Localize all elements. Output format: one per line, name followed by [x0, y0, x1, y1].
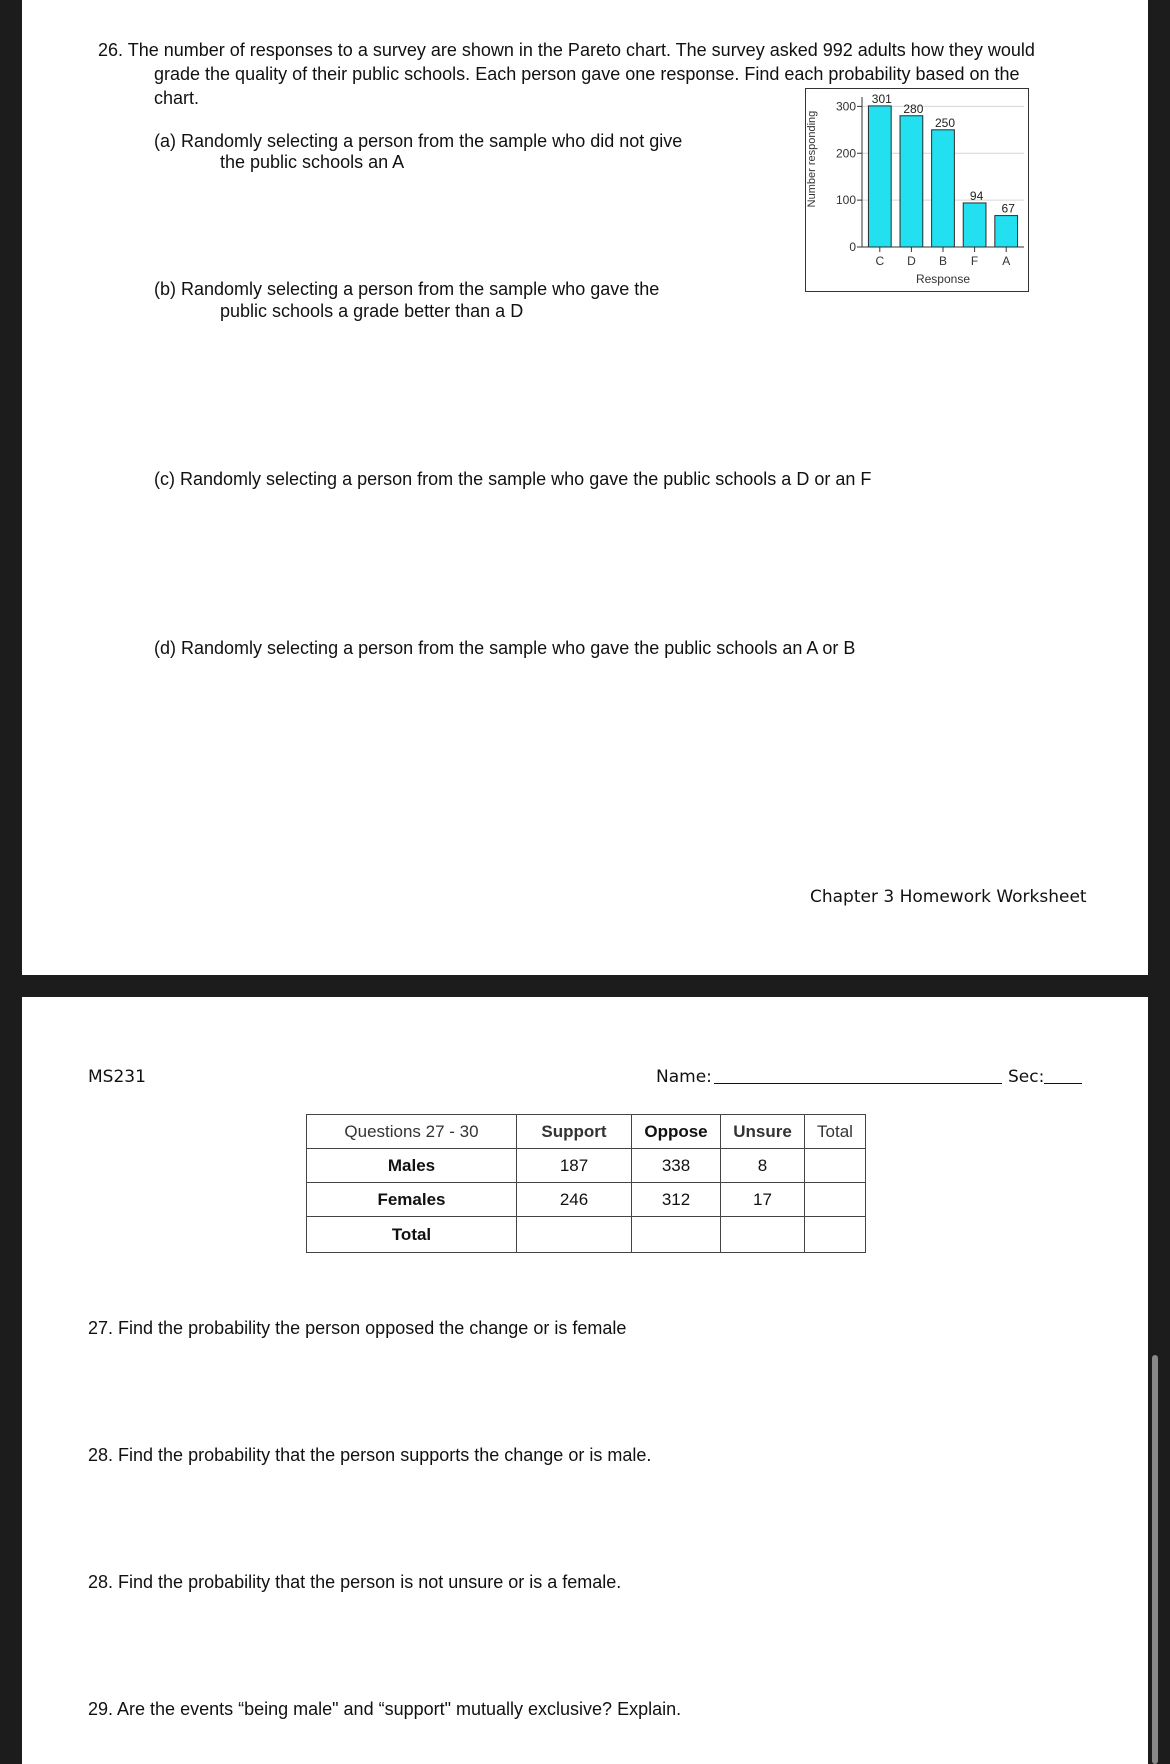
table-cell: 8: [721, 1149, 805, 1183]
contingency-table: [306, 1114, 866, 1253]
x-tick-label: B: [938, 254, 948, 268]
data-label: 67: [1001, 201, 1015, 216]
table-row: [307, 1183, 866, 1217]
data-label: 280: [903, 101, 924, 116]
table-cell: 187: [517, 1149, 632, 1183]
y-tick-label: 100: [835, 193, 856, 208]
course-code: MS231: [88, 1067, 146, 1087]
table-header-row: [307, 1115, 866, 1149]
question-28b: 28. Find the probability that the person is not unsure or is a female.: [88, 1572, 622, 1592]
table-row: [307, 1217, 866, 1253]
x-tick-label: F: [970, 254, 979, 268]
bar-D: [900, 116, 923, 247]
question-29: 29. Are the events “being male" and “support" mutually exclusive? Explain.: [88, 1699, 682, 1719]
question-26-intro-line3: chart.: [154, 88, 200, 108]
table-cell: [805, 1149, 866, 1183]
table-cell: [632, 1217, 721, 1253]
pareto-chart-svg: [806, 89, 1028, 291]
question-27: 27. Find the probability the person opposed the change or is female: [88, 1318, 627, 1338]
question-26b-line2: public schools a grade better than a D: [220, 301, 524, 321]
row-label: Males: [307, 1149, 517, 1183]
question-28a: 28. Find the probability that the person supports the change or is male.: [88, 1445, 652, 1465]
question-26-intro-line2: grade the quality of their public schools. Each person gave one response. Find each probability based on the: [154, 64, 1020, 84]
footer-title: Chapter 3 Homework Worksheet: [810, 887, 1087, 907]
table-cell: 338: [632, 1149, 721, 1183]
question-26d: (d) Randomly selecting a person from the sample who gave the public schools an A or B: [154, 638, 856, 658]
y-tick-label: 0: [849, 240, 856, 254]
question-26a-line1: (a) Randomly selecting a person from the sample who did not give: [154, 131, 683, 151]
x-tick-label: A: [1002, 254, 1011, 268]
y-tick-label: 300: [835, 99, 856, 114]
table-header-cell: Unsure: [721, 1115, 805, 1149]
table-cell: 246: [517, 1183, 632, 1217]
bar-F: [963, 203, 986, 247]
table-header-cell: Oppose: [632, 1115, 721, 1149]
table-row: [307, 1149, 866, 1183]
name-blank-line: [714, 1083, 1002, 1084]
question-26c: (c) Randomly selecting a person from the sample who gave the public schools a D or an F: [154, 469, 872, 489]
row-label: Females: [307, 1183, 517, 1217]
table-header-cell: Support: [517, 1115, 632, 1149]
y-axis-label: Number responding: [806, 110, 818, 208]
table-cell: [517, 1217, 632, 1253]
bar-C: [868, 106, 891, 247]
x-axis-label: Response: [915, 272, 971, 286]
question-26b-line1: (b) Randomly selecting a person from the sample who gave the: [154, 279, 660, 299]
question-26a-line2: the public schools an A: [220, 152, 405, 172]
table-cell: 17: [721, 1183, 805, 1217]
table-cell: [721, 1217, 805, 1253]
table-cell: [805, 1183, 866, 1217]
sec-label: Sec:: [1008, 1067, 1045, 1087]
data-label: 301: [871, 91, 892, 106]
data-label: 94: [969, 188, 984, 203]
x-tick-label: C: [875, 254, 885, 268]
table-cell: [805, 1217, 866, 1253]
table-cell: 312: [632, 1183, 721, 1217]
worksheet-page-2: [22, 997, 1148, 1764]
vertical-scrollbar[interactable]: [1152, 1355, 1158, 1764]
bar-B: [932, 130, 955, 247]
name-label: Name:: [656, 1067, 712, 1087]
row-label: Total: [307, 1217, 517, 1253]
question-26-intro-line1: 26. The number of responses to a survey are shown in the Pareto chart. The survey asked 992 adults how they would: [98, 40, 1035, 60]
sec-blank-line: [1044, 1083, 1082, 1084]
bar-A: [995, 216, 1018, 247]
pareto-chart: [805, 88, 1029, 292]
table-header-cell: Questions 27 - 30: [307, 1115, 517, 1149]
y-tick-label: 200: [835, 146, 856, 161]
x-tick-label: D: [907, 254, 916, 268]
table-header-cell: Total: [805, 1115, 866, 1149]
data-label: 250: [934, 115, 956, 130]
